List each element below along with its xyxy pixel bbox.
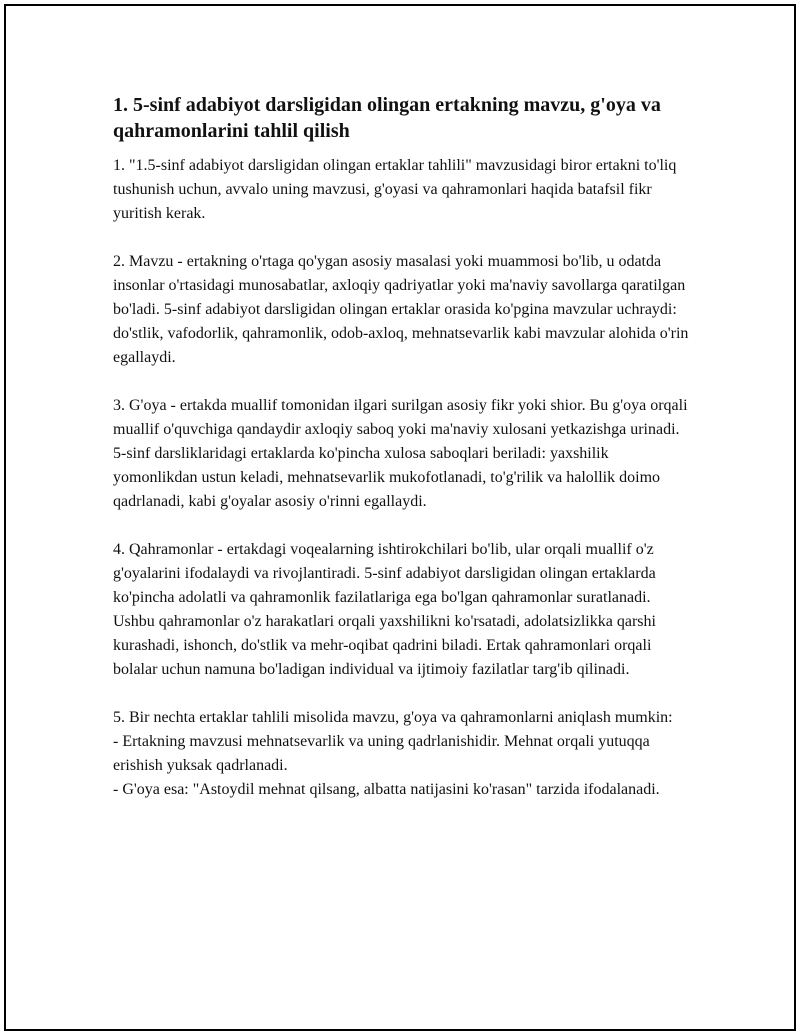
document-body bbox=[113, 92, 693, 802]
paragraph-5: 5. Bir nechta ertaklar tahlili misolida mavzu, g'oya va qahramonlarni aniqlash mumkin: - Ertakning mavzusi mehnatsevarlik va uning qadrlanishidir. Mehnat orqali yutuqqa erishish yuksak qadrlanadi. - G'oya esa: "Astoydil mehnat qilsang, albatta natijasini ko'rasan" tarzida ifodalanadi. bbox=[113, 709, 673, 798]
paragraph-2: 2. Mavzu - ertakning o'rtaga qo'ygan asosiy masalasi yoki muammosi bo'lib, u odatda insonlar o'rtasidagi munosabatlar, axloqiy qadriyatlar yoki ma'naviy savollarga qaratilgan bo'ladi. 5-sinf adabiyot darsligidan olingan ertaklar orasida ko'pgina mavzular uchraydi: do'stlik, vafodorlik, qahramonlik, odob-axloq, mehnatsevarlik kabi mavzular alohida o'rin egallaydi. bbox=[113, 253, 689, 366]
paragraph-4: 4. Qahramonlar - ertakdagi voqealarning ishtirokchilari bo'lib, ular orqali muallif o'z g'oyalarini ifodalaydi va rivojlantiradi. 5-sinf adabiyot darsligidan olingan ertaklarda ko'pincha adolatli va qahramonlik fazilatlariga ega bo'lgan qahramonlar suratlanadi. Ushbu qahramonlar o'z harakatlari orqali yaxshilikni ko'rsatadi, adolatsizlikka qarshi kurashadi, ishonch, do'stlik va mehr-oqibat qadrini biladi. Ertak qahramonlari orqali bolalar uchun namuna bo'ladigan individual va ijtimoiy fazilatlar targ'ib qilinadi. bbox=[113, 541, 656, 678]
document-title: 1. 5-sinf adabiyot darsligidan olingan ertakning mavzu, g'oya va qahramonlarini tahlil qilish bbox=[113, 94, 661, 142]
paragraph-1: 1. "1.5-sinf adabiyot darsligidan olingan ertaklar tahlili" mavzusidagi biror ertakni to'liq tushunish uchun, avvalo uning mavzusi, g'oyasi va qahramonlari haqida batafsil fikr yuritish kerak. bbox=[113, 157, 677, 222]
paragraph-3: 3. G'oya - ertakda muallif tomonidan ilgari surilgan asosiy fikr yoki shior. Bu g'oya orqali muallif o'quvchiga qandaydir axloqiy saboq yoki ma'naviy xulosani yetkazishga urinadi. 5-sinf darsliklaridagi ertaklarda ko'pincha xulosa saboqlari beriladi: yaxshilik yomonlikdan ustun keladi, mehnatsevarlik mukofotlanadi, to'g'rilik va halollik doimo qadrlanadi, kabi g'oyalar asosiy o'rinni egallaydi. bbox=[113, 397, 688, 510]
